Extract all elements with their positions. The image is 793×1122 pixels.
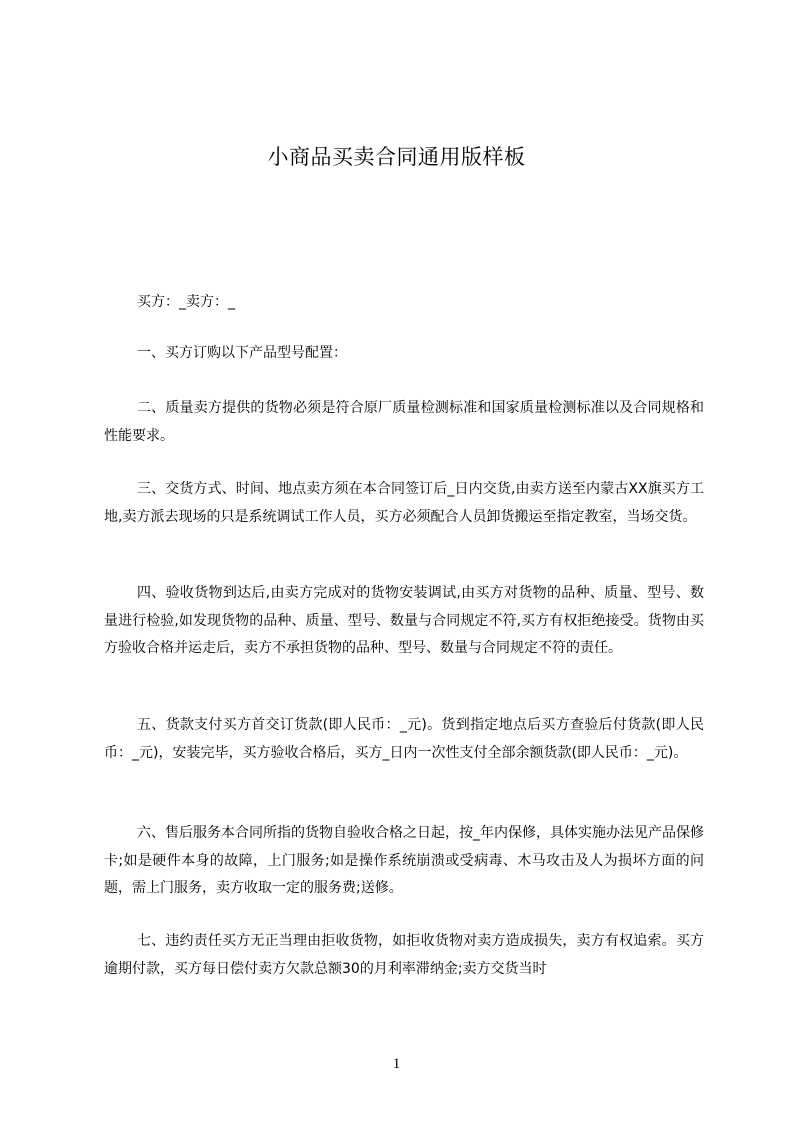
- paragraph-parties: 买方：_卖方：_: [137, 294, 235, 310]
- paragraph-acceptance: 四、验收货物到达后,由卖方完成对的货物安装调试,由买方对货物的品种、质量、型号、数量进行检验,如发现货物的品种、质量、型号、数量与合同规定不符,买方有权拒绝接受。货物由买方验收合格并运走后，卖方不承担货物的品种、型号、数量与合同规定不符的责任。: [104, 585, 704, 656]
- page-number: 1: [392, 1056, 401, 1072]
- document-title: 小商品买卖合同通用版样板: [267, 145, 526, 169]
- paragraph-after-sales: 六、售后服务本合同所指的货物自验收合格之日起，按_年内保修，具体实施办法见产品保修卡;如是硬件本身的故障，上门服务;如是操作系统崩溃或受病毒、木马攻击及人为损坏方面的问题，需上门服务，卖方收取一定的服务费;送修。: [104, 825, 704, 896]
- paragraph-quality: 二、质量卖方提供的货物必须是符合原厂质量检测标准和国家质量检测标准以及合同规格和性能要求。: [104, 400, 704, 444]
- paragraph-payment: 五、货款支付买方首交订货款(即人民币：_元)。货到指定地点后买方查验后付货款(即人民币：_元)，安装完毕，买方验收合格后，买方_日内一次性支付全部余额货款(即人民币：_元)。: [104, 717, 704, 761]
- paragraph-liability: 七、违约责任买方无正当理由拒收货物，如拒收货物对卖方造成损失，卖方有权追索。买方逾期付款，买方每日偿付卖方欠款总额30的月利率滞纳金;卖方交货当时: [104, 933, 704, 977]
- paragraph-delivery: 三、交货方式、时间、地点卖方须在本合同签订后_日内交货,由卖方送至内蒙古XX旗买方工地,卖方派去现场的只是系统调试工作人员，买方必须配合人员卸货搬运至指定教室，当场交货。: [104, 481, 704, 525]
- paragraph-product-config: 一、买方订购以下产品型号配置：: [137, 345, 347, 361]
